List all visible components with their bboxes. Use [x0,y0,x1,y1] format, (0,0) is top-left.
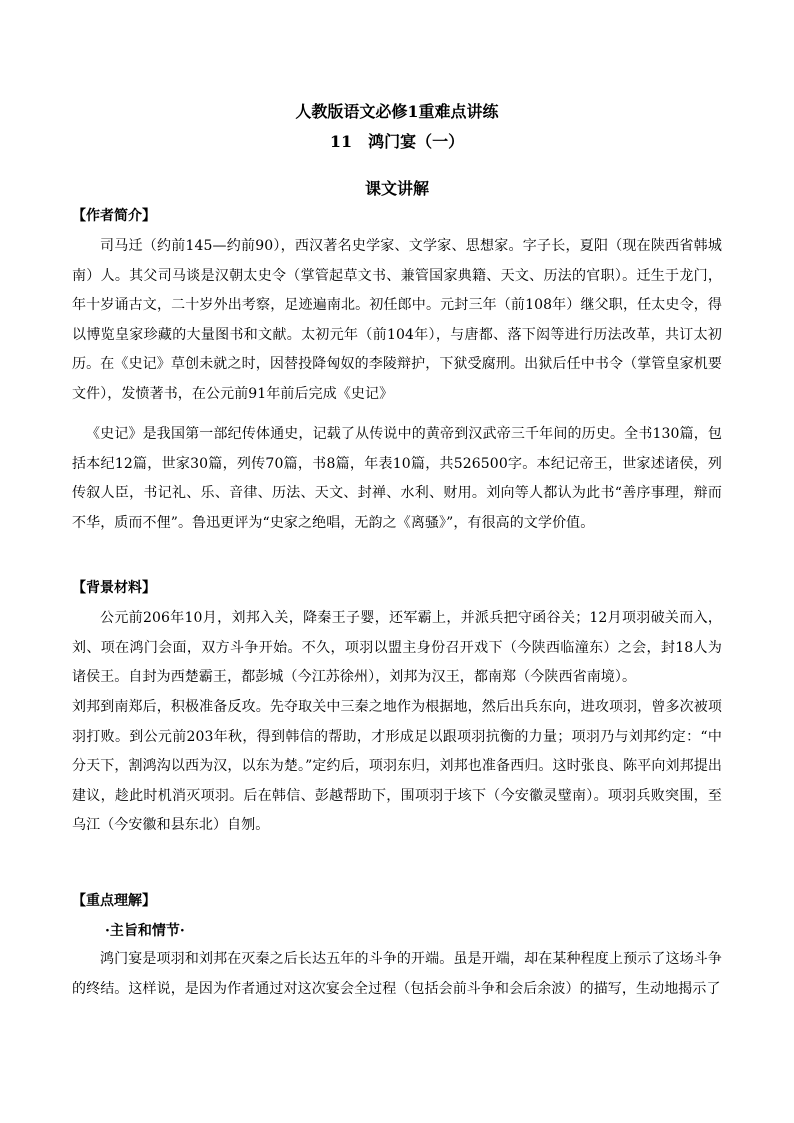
document-title: 人教版语文必修1重难点讲练 [295,102,499,121]
background-paragraph-2: 刘邦到南郑后，积极准备反攻。先夺取关中三秦之地作为根据地，然后出兵东向，进攻项羽，曾多次被项羽打败。到公元前203年秋，得到韩信的帮助，才形成足以跟项羽抗衡的力量；项羽乃与刘邦约定：“中分天下，割鸿沟以西为汉，以东为楚。”定约后，项羽东归，刘邦也准备西归。这时张良、陈平向刘邦提出建议，趁此时机消灭项羽。后在韩信、彭越帮助下，围项羽于垓下（今安徽灵璧南）。项羽兵败突围，至乌江（今安徽和县东北）自刎。 [72,699,722,834]
key-points-heading: 【重点理解】 [72,893,156,909]
background-heading: 【背景材料】 [72,580,156,596]
lesson-title: 11 鸿门宴（一） [329,132,465,151]
shiji-intro-paragraph: 《史记》是我国第一部纪传体通史，记载了从传说中的黄帝到汉武帝三千年间的历史。全书130篇，包括本纪12篇，世家30篇，列传70篇，书8篇，年表10篇，共526500字。本纪记帝王，世家述诸侯，列传叙人臣，书记礼、乐、音律、历法、天文、封禅、水利、财用。刘向等人都认为此书“善序事理，辩而不华，质而不俚”。鲁迅更评为“史家之绝唱，无韵之《离骚》”，有很高的文学价值。 [72,426,722,531]
author-intro-paragraph: 司马迁（约前145—约前90），西汉著名史学家、文学家、思想家。字子长，夏阳（现在陕西省韩城南）人。其父司马谈是汉朝太史令（掌管起草文书、兼管国家典籍、天文、历法的官职）。迁生于龙门，年十岁诵古文，二十岁外出考察，足迹遍南北。初任郎中。元封三年（前108年）继父职，任太史令，得以博览皇家珍藏的大量图书和文献。太初元年（前104年），与唐都、落下闳等进行历法改革，共订太初历。在《史记》草创未就之时，因替投降匈奴的李陵辩护，下狱受腐刑。出狱后任中书令（掌管皇家机要文件），发愤著书，在公元前91年前后完成《史记》 [72,238,722,402]
background-paragraph-1: 公元前206年10月，刘邦入关，降秦王子婴，还军霸上，并派兵把守函谷关；12月项羽破关而入，刘、项在鸿门会面，双方斗争开始。不久，项羽以盟主身份召开戏下（今陕西临潼东）之会，封18人为诸侯王。自封为西楚霸王，都彭城（今江苏徐州），刘邦为汉王，都南郑（今陕西省南境）。 [72,610,722,686]
section-title: 课文讲解 [364,179,429,198]
author-intro-heading: 【作者简介】 [72,208,156,224]
theme-plot-subheading: ·主旨和情节· [105,923,185,939]
theme-plot-paragraph: 鸿门宴是项羽和刘邦在灭秦之后长达五年的斗争的开端。虽是开端，却在某种程度上预示了这场斗争的终结。这样说，是因为作者通过对这次宴会全过程（包括会前斗争和会后余波）的描写，生动地揭示了 [72,951,722,997]
